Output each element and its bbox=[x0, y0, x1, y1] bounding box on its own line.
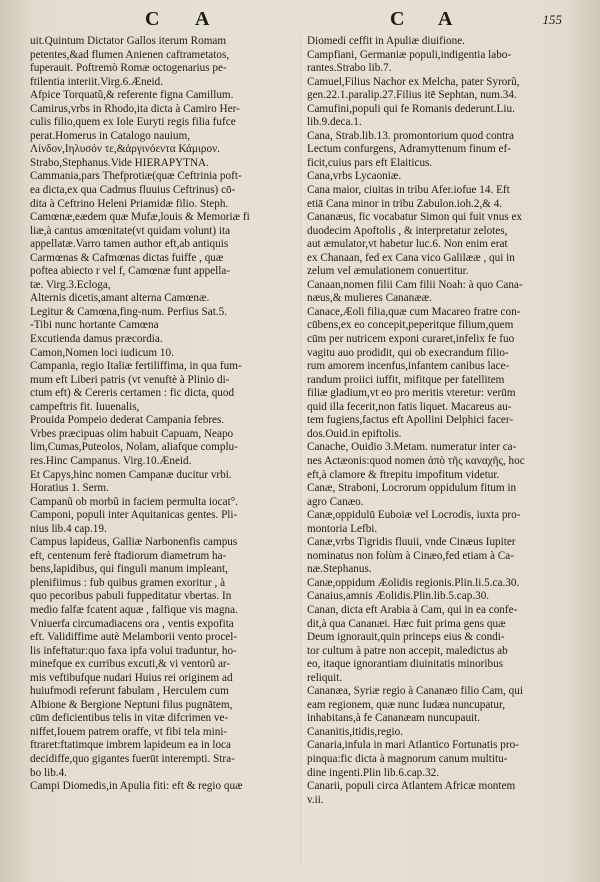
text-line: reliquit. bbox=[307, 671, 343, 684]
text-line: eam regionem, quæ nunc Iudæa nuncupatur, bbox=[307, 698, 506, 711]
text-line: Canaan,nomen filii Cam filii Noah: à quo Cana- bbox=[307, 278, 523, 291]
text-line: Camœnæ,eædem quæ Mufæ,louis & Memoriæ fi bbox=[30, 211, 250, 224]
text-line: Λίνδον,Ιηλυσόν τε,&ἀργινόεντα Κάμιρον. bbox=[30, 143, 220, 156]
text-line: vagitu auo prodidit, qui ob execrandum filio- bbox=[307, 346, 509, 359]
text-line: Canæ,oppidulū Euboiæ vel Locrodis, iuxta pro- bbox=[307, 509, 521, 522]
text-line: Camuel,Filius Nachor ex Melcha, pater Syrorũ, bbox=[307, 75, 520, 88]
text-line: Vniuerfa circumadiacens ora , ventis expofita bbox=[30, 617, 234, 630]
text-line: v.ii. bbox=[307, 793, 324, 806]
text-line: Cana,vrbs Lycaoniæ. bbox=[307, 170, 402, 183]
text-line: Campania, regio Italiæ fertiliffima, in qua fum- bbox=[30, 360, 242, 373]
text-line: rum amorem incenfus,infantem canibus lace- bbox=[307, 360, 510, 373]
text-line: Campi Diomedis,in Apulia fiti: eft & regio quæ bbox=[30, 780, 243, 793]
text-line: Camon,Nomen loci iudicum 10. bbox=[30, 346, 174, 359]
text-line: appellatæ.Varro tamen author eft,ab antiquis bbox=[30, 238, 229, 251]
header-letter-right-2: A bbox=[438, 8, 454, 30]
text-line: Camirus,vrbs in Rhodo,ita dicta à Camiro Her- bbox=[30, 102, 240, 115]
column-gutter bbox=[300, 36, 301, 866]
text-line: Afpice Torquatũ,& referente figna Camillum. bbox=[30, 89, 234, 102]
text-line: Campus lapideus, Galliæ Narbonenfis campus bbox=[30, 536, 238, 549]
text-line: Canæ, Straboni, Locrorum oppidulum fitum in bbox=[307, 482, 517, 495]
text-line: quid illa fecerit,non fatis liquet. Macareus au- bbox=[307, 400, 512, 413]
text-line: Cananitis,itidis,regio. bbox=[307, 725, 404, 738]
text-line: perat.Homerus in Catalogo nauium, bbox=[30, 129, 191, 142]
text-line: lim,Cumas,Puteolos, Nolam, aliafque complu- bbox=[30, 441, 238, 454]
text-line: huiufmodi referunt fabulam , Herculem cum bbox=[30, 685, 229, 698]
text-line: tor cultum à patre non accepit, maledictus ab bbox=[307, 644, 508, 657]
text-line: etiā Cana minor in tribu Zabulon.ioh.2,& 4. bbox=[307, 197, 503, 210]
text-line: Camponi, populi inter Aquitanicas gentes. Pli- bbox=[30, 509, 238, 522]
text-line: zelum vel æmulationem conuertitur. bbox=[307, 265, 469, 278]
text-line: nius lib.4 cap.19. bbox=[30, 522, 107, 535]
text-line: Albione & Bergione Neptuni filus pugnātem, bbox=[30, 698, 233, 711]
text-line: pinqua:fic dicta à magnorum canum multitu- bbox=[307, 752, 508, 765]
text-line: eft. Validiffime autè Melamborii vento procel- bbox=[30, 631, 238, 644]
page-number: 155 bbox=[542, 12, 562, 27]
text-line: decidiffe,quo gigantes fuerūt interempti. Stra- bbox=[30, 752, 235, 765]
text-line: Vrbes præcipuas olim habuit Capuam, Neapo bbox=[30, 427, 234, 440]
text-line: Alternis dicetis,amant alterna Camœnæ. bbox=[30, 292, 210, 305]
text-line: eft, centenum ferè ftadiorum diametrum ha- bbox=[30, 549, 227, 562]
text-line: ex Chanaan, fed ex Cana vico Galilææ , qui in bbox=[307, 251, 515, 264]
text-line: Legitur & Camœna,fing-num. Perfius Sat.5. bbox=[30, 305, 227, 318]
text-line: næus,& mulieres Cananææ. bbox=[307, 292, 432, 305]
text-line: eo, itaque ignorantiam diuinitatis minoribus bbox=[307, 658, 504, 671]
text-line: Canaria,infula in mari Atlantico Fortunatis pro- bbox=[307, 739, 519, 752]
text-line: cūm per nutricem exponi curaret,infelix fe fuo bbox=[307, 333, 515, 346]
text-line: liæ,à cantus amœnitate(vt quidam volunt) ita bbox=[30, 224, 231, 237]
text-line: Cana, Strab.lib.13. promontorium quod contra bbox=[307, 129, 514, 142]
text-line: ctum eft) & Cereris certamen : fic dicta, quod bbox=[30, 387, 235, 400]
text-line: ftilentia interiit.Virg.6.Æneid. bbox=[30, 75, 164, 88]
text-line: agro Canæo. bbox=[307, 495, 364, 508]
text-line: Carmœnas & Cafmœnas dictas fuiffe , quæ bbox=[30, 251, 224, 264]
text-line: Canace,Æoli filia,quæ cum Macareo fratre con- bbox=[307, 305, 521, 318]
text-line: Excutienda damus præcordia. bbox=[30, 333, 163, 346]
text-line: montoria Lefbi. bbox=[307, 522, 378, 535]
text-line: poftea abiecto r vel f, Camœnæ funt appella- bbox=[30, 265, 231, 278]
text-line: Cammania,pars Thefprotiæ(quæ Ceftrinia poft- bbox=[30, 170, 242, 183]
text-line: aut æmulator,vt habetur luc.6. Non enim erat bbox=[307, 238, 508, 251]
text-line: -Tibi nunc hortante Camœna bbox=[30, 319, 159, 332]
text-line: rantes.Strabo lib.7. bbox=[307, 62, 392, 75]
text-line: Canache, Ouidio 3.Metam. numeratur inter ca- bbox=[307, 441, 517, 454]
text-line: dit,à qua Cananæi. Hæc fuit prima gens quæ bbox=[307, 617, 506, 630]
text-line: medio falfæ fcatent aquæ , falfique vis magna. bbox=[30, 603, 238, 616]
text-line: tem fugiens,factus eft Apollini Delphici facer- bbox=[307, 414, 514, 427]
text-line: Campanũ ob morbũ in faciem permulta iocat°. bbox=[30, 495, 238, 508]
running-header bbox=[0, 4, 600, 34]
text-line: ficit,cuius pars eft Elaiticus. bbox=[307, 156, 433, 169]
text-line: duodecim Apoftolis , & interpretatur zelotes, bbox=[307, 224, 508, 237]
right-text-column bbox=[307, 35, 575, 807]
text-line: lis infeftatur:quo faxa ipfa volui traduntur, ho- bbox=[30, 644, 237, 657]
text-line: Strabo,Stephanus.Vide HIERAPYTNA. bbox=[30, 156, 209, 169]
text-line: Canaius,amnis Æolidis.Plin.lib.5.cap.30. bbox=[307, 590, 490, 603]
text-line: Canan, dicta eft Arabia à Cam, qui in ea confe- bbox=[307, 603, 518, 616]
text-line: campeftris fit. Iuuenalis, bbox=[30, 400, 140, 413]
text-line: inhabitans,à fe Cananæam nuncupauit. bbox=[307, 712, 481, 725]
text-line: Deum ignorauit,quin princeps eius & condi- bbox=[307, 631, 505, 644]
left-text-column bbox=[30, 35, 298, 794]
text-line: gen.22.1.paralip.27.Filius itē Sephtan, num.34. bbox=[307, 89, 517, 102]
text-line: nominatus non folùm à Cinæo,fed etiam à Ca- bbox=[307, 549, 514, 562]
text-line: Lectum confurgens, Adramyttenum finum ef- bbox=[307, 143, 511, 156]
text-line: Canæ,oppidum Æolidis regionis.Plin.li.5.ca.30. bbox=[307, 576, 520, 589]
text-line: eft,à clamore & ftrepitu impofitum videtur. bbox=[307, 468, 500, 481]
text-line: Camufini,populi qui fe Romanis dederunt.Liu. bbox=[307, 102, 515, 115]
text-line: Prouida Pompeio dederat Campania febres. bbox=[30, 414, 225, 427]
text-line: tæ. Virg.3.Ecloga, bbox=[30, 278, 111, 291]
text-line: dita à Ceftrino Heleni Priamidæ filio. Steph. bbox=[30, 197, 229, 210]
text-line: Campfiani, Germaniæ populi,indigentia labo- bbox=[307, 48, 512, 61]
text-line: Et Capys,hinc nomen Campanæ ducitur vrbi. bbox=[30, 468, 232, 481]
text-line: cūbens,ex eo concepit,peperitque filium,quem bbox=[307, 319, 514, 332]
text-line: filiæ gladium,vt eo pro meritis vteretur: verūm bbox=[307, 387, 516, 400]
text-line: Cana maior, ciuitas in tribu Afer.iofue 14. Eft bbox=[307, 184, 510, 197]
text-line: quo pecoribus pabuli fuppeditatur vbertas. In bbox=[30, 590, 232, 603]
text-line: cūm deficientibus telis in vitæ difcrimen ve- bbox=[30, 712, 229, 725]
text-line: randum proiici iuffit, mifitque per fatellitem bbox=[307, 373, 505, 386]
text-line: Canæ,vrbs Tigridis fluuii, vnde Cinæus Iupiter bbox=[307, 536, 516, 549]
text-line: niffet,Iouem patrem oraffe, vt fibi tela mini- bbox=[30, 725, 228, 738]
text-line: bo lib.4. bbox=[30, 766, 67, 779]
text-line: Cananæus, fic vocabatur Simon qui fuit vnus ex bbox=[307, 211, 523, 224]
text-line: dos.Ouid.in epiftolis. bbox=[307, 427, 402, 440]
text-line: Canarii, populi circa Atlantem Africæ montem bbox=[307, 780, 516, 793]
text-line: culis filio,quem ex Iole Euryti regis filia fufce bbox=[30, 116, 236, 129]
text-line: bens,lapidibus, qui finguli manum impleant, bbox=[30, 563, 228, 576]
text-line: Horatius 1. Serm. bbox=[30, 482, 109, 495]
header-letter-left-2: A bbox=[195, 8, 211, 30]
text-line: ea dicta,ex qua Cadmus fluuius Ceftrinus) cō- bbox=[30, 184, 236, 197]
header-letter-right-1: C bbox=[390, 8, 406, 30]
text-line: lib.9.deca.1. bbox=[307, 116, 362, 129]
text-line: dine ingenti.Plin lib.6.cap.32. bbox=[307, 766, 440, 779]
text-line: mis veftibufque nudari Huius rei originem ad bbox=[30, 671, 233, 684]
text-line: nes Actæonis:quod nomen ἀπὸ τῆς καναχῆς, hoc bbox=[307, 454, 525, 467]
text-line: minefque ex curribus excuti,& vi ventorũ ar- bbox=[30, 658, 231, 671]
text-line: petentes,&ad flumen Anienen caftrametatos, bbox=[30, 48, 230, 61]
text-line: fuperauit. Poftremò Romæ octogenarius pe- bbox=[30, 62, 227, 75]
text-line: plenifiimus : fub quibus gramen exoritur , à bbox=[30, 576, 226, 589]
text-line: Diomedi ceffit in Apuliæ diuifione. bbox=[307, 35, 465, 47]
text-line: Cananæa, Syriæ regio à Cananæo filio Cam, qui bbox=[307, 685, 523, 698]
text-line: res.Hinc Campanus. Virg.10.Æneid. bbox=[30, 454, 192, 467]
header-letter-left-1: C bbox=[145, 8, 161, 30]
text-line: næ.Stephanus. bbox=[307, 563, 372, 576]
text-line: ftraret:ftatimque imbrem lapideum ea in loca bbox=[30, 739, 231, 752]
text-line: mum eft Liberi patris (vt venuftè à Plinio di- bbox=[30, 373, 230, 386]
text-line: uit.Quintum Dictator Gallos iterum Romam bbox=[30, 35, 227, 47]
